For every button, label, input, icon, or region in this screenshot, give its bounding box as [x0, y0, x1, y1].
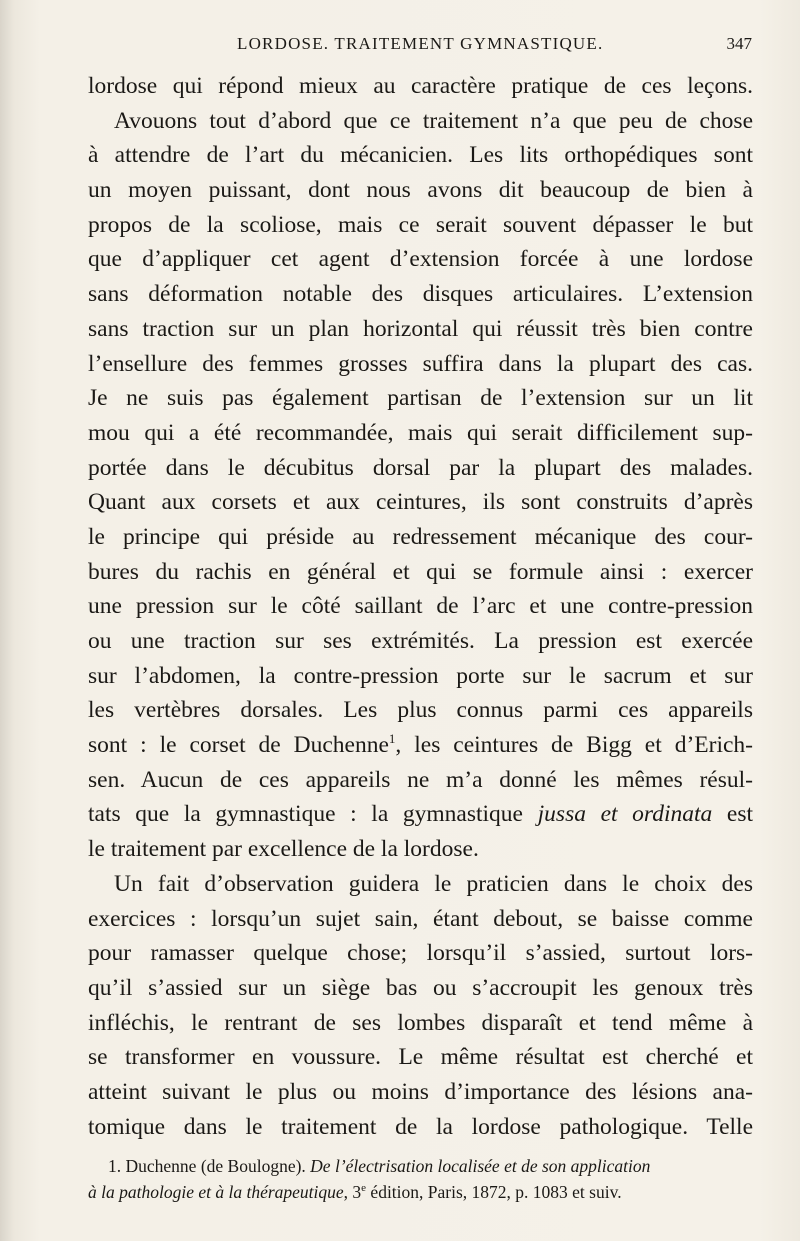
text-line: lordose qui répond mieux au caractère pratique de ces leçons. [88, 73, 753, 99]
latin-phrase: jussa et ordinata [537, 801, 713, 828]
text-line: Un fait d’observation guidera le praticien dans le choix des [114, 870, 753, 897]
footnote-reference[interactable]: 1 [388, 731, 396, 747]
page-number: 347 [726, 34, 752, 53]
text-line: Je ne suis pas également partisan de l’extension sur un lit [88, 385, 753, 412]
footnote-number: 1. [108, 1156, 122, 1176]
text-line: que d’appliquer cet agent d’extension forcée à une lordose [88, 246, 753, 273]
text-line: Quant aux corsets et aux ceintures, ils sont construits d’après [88, 489, 753, 516]
text-segment: sont : le corset de Duchenne [88, 732, 389, 759]
text-segment: tats que la gymnastique : la gymnastique [88, 801, 523, 828]
text-line: tomique dans le traitement de la lordose pathologique. Telle [88, 1113, 753, 1140]
footnote-author: Duchenne (de Boulogne). [125, 1156, 306, 1176]
text-line: le principe qui préside au redressement mécanique des cour- [88, 523, 753, 550]
text-segment: , les ceintures de Bigg et d’Erich- [395, 732, 753, 759]
footnote-title: De l’électrisation localisée et de son application [310, 1156, 651, 1176]
text-line: exercices : lorsqu’un sujet sain, étant debout, se baisse comme [88, 905, 753, 932]
text-line: l’ensellure des femmes grosses suffira dans la plupart des cas. [88, 350, 753, 377]
text-line: portée dans le décubitus dorsal par la plupart des malades. [88, 454, 753, 481]
footnote-edition-superscript: e [361, 1182, 367, 1194]
footnote-line [88, 1153, 753, 1179]
text-line: Avouons tout d’abord que ce traitement n’a que peu de chose [114, 107, 753, 134]
text-line: infléchis, le rentrant de ses lombes disparaît et tend même à [88, 1009, 753, 1036]
text-line: le traitement par excellence de la lordose. [88, 836, 479, 863]
text-line: les vertèbres dorsales. Les plus connus parmi ces appareils [88, 697, 753, 724]
text-line: un moyen puissant, dont nous avons dit beaucoup de bien à [88, 177, 753, 204]
text-line: à attendre de l’art du mécanicien. Les lits orthopédiques sont [88, 142, 753, 169]
text-line: propos de la scoliose, mais ce serait souvent dépasser le but [88, 211, 753, 238]
footnote [88, 1153, 753, 1205]
text-line: pour ramasser quelque chose; lorsqu’il s’assied, surtout lors- [88, 940, 753, 967]
text-line: une pression sur le côté saillant de l’arc et une contre-pression [88, 593, 753, 620]
footnote-edition-number: 3 [352, 1182, 362, 1202]
footnote-title: à la pathologie et à la thérapeutique [88, 1182, 344, 1202]
text-segment: est [726, 801, 753, 828]
text-line: bures du rachis en général et qui se formule ainsi : exercer [88, 558, 753, 585]
text-line: ou une traction sur ses extrémités. La pression est exercée [88, 628, 753, 654]
footnote-details: édition, Paris, 1872, p. 1083 et suiv. [370, 1182, 622, 1202]
text-line: mou qui a été recommandée, mais qui serait difficilement sup- [88, 419, 753, 446]
text-line [88, 797, 753, 832]
text-line: qu’il s’assied sur un siège bas ou s’accroupit les genoux très [88, 974, 753, 1001]
text-line: sur l’abdomen, la contre-pression porte sur le sacrum et sur [88, 662, 753, 689]
page-header [92, 34, 752, 58]
text-line: sen. Aucun de ces appareils ne m’a donné les mêmes résul- [88, 766, 753, 793]
text-line [88, 728, 753, 763]
text-line: se transformer en voussure. Le même résultat est cherché et [88, 1044, 753, 1071]
text-line: sans déformation notable des disques articulaires. L’extension [88, 281, 753, 308]
text-line: atteint suivant le plus ou moins d’importance des lésions ana- [88, 1078, 753, 1105]
body-text [88, 69, 753, 1144]
running-title: LORDOSE. TRAITEMENT GYMNASTIQUE. [237, 34, 604, 53]
text-line: sans traction sur un plan horizontal qui réussit très bien contre [88, 315, 753, 342]
footnote-line: à la pathologie et à la thérapeutique, 3e édition, Paris, 1872, p. 1083 et suiv. [88, 1182, 622, 1202]
